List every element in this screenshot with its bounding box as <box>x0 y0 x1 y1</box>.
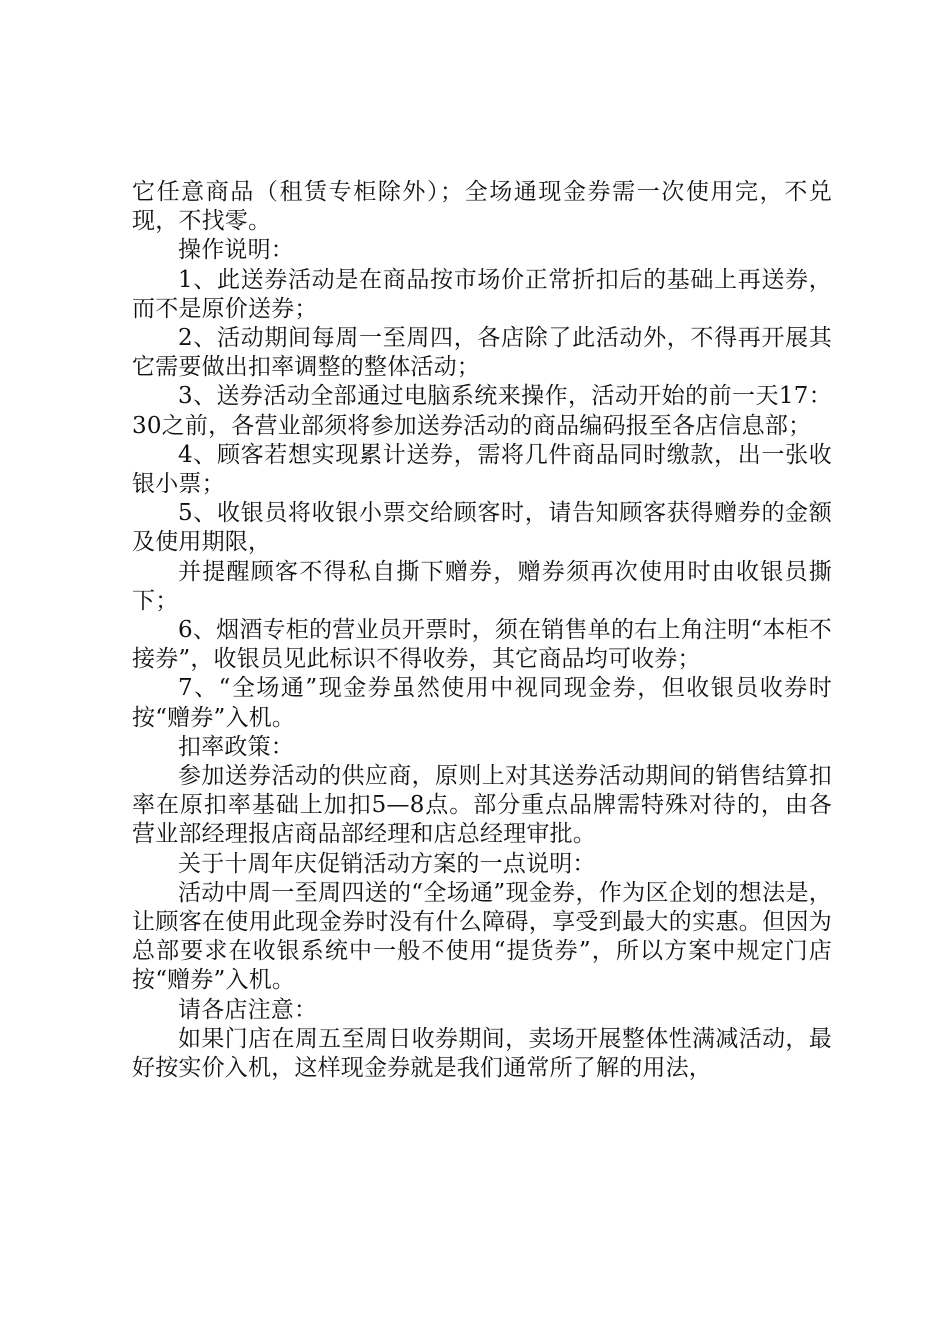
operation-item-5: 5、收银员将收银小票交给顾客时，请告知顾客获得赠券的金额及使用期限， <box>132 500 832 556</box>
operation-item-2: 2、活动期间每周一至周四，各店除了此活动外，不得再开展其它需要做出扣率调整的整体活动； <box>132 325 832 381</box>
anniversary-note-text: 活动中周一至周四送的“全场通”现金券，作为区企划的想法是，让顾客在使用此现金券时没有什么障碍，享受到最大的实惠。但因为总部要求在收银系统中一般不使用“提货券”，所以方案中规定门店按“赠券”入机。 <box>132 879 832 994</box>
heading-deduction-policy: 扣率政策： <box>178 733 294 760</box>
heading-store-attention: 请各店注意： <box>178 996 318 1023</box>
store-attention-text: 如果门店在周五至周日收券期间，卖场开展整体性满减活动，最好按实价入机，这样现金券就是我们通常所了解的用法， <box>132 1025 832 1082</box>
operation-item-7: 7、“全场通”现金券虽然使用中视同现金券，但收银员收券时按“赠券”入机。 <box>132 675 832 731</box>
heading-operation-notes: 操作说明： <box>178 237 294 264</box>
operation-item-1: 1、此送券活动是在商品按市场价正常折扣后的基础上再送券，而不是原价送券； <box>132 266 832 322</box>
operation-item-5-continued: 并提醒顾客不得私自撕下赠券，赠券须再次使用时由收银员撕下； <box>132 558 832 614</box>
paragraph-continuation: 它任意商品（租赁专柜除外）；全场通现金券需一次使用完，不兑现，不找零。 <box>132 179 832 235</box>
document-body <box>132 178 832 1083</box>
operation-item-6: 6、烟酒专柜的营业员开票时，须在销售单的右上角注明“本柜不接券”，收银员见此标识不得收券，其它商品均可收券； <box>132 617 832 673</box>
heading-anniversary-note: 关于十周年庆促销活动方案的一点说明： <box>178 850 596 877</box>
operation-item-4: 4、顾客若想实现累计送券，需将几件商品同时缴款，出一张收银小票； <box>132 441 832 498</box>
operation-item-3: 3、送券活动全部通过电脑系统来操作，活动开始的前一天17：30之前，各营业部须将参加送券活动的商品编码报至各店信息部； <box>132 383 832 439</box>
deduction-policy-text: 参加送券活动的供应商，原则上对其送券活动期间的销售结算扣率在原扣率基础上加扣5—8点。部分重点品牌需特殊对待的，由各营业部经理报店商品部经理和店总经理审批。 <box>132 763 832 848</box>
